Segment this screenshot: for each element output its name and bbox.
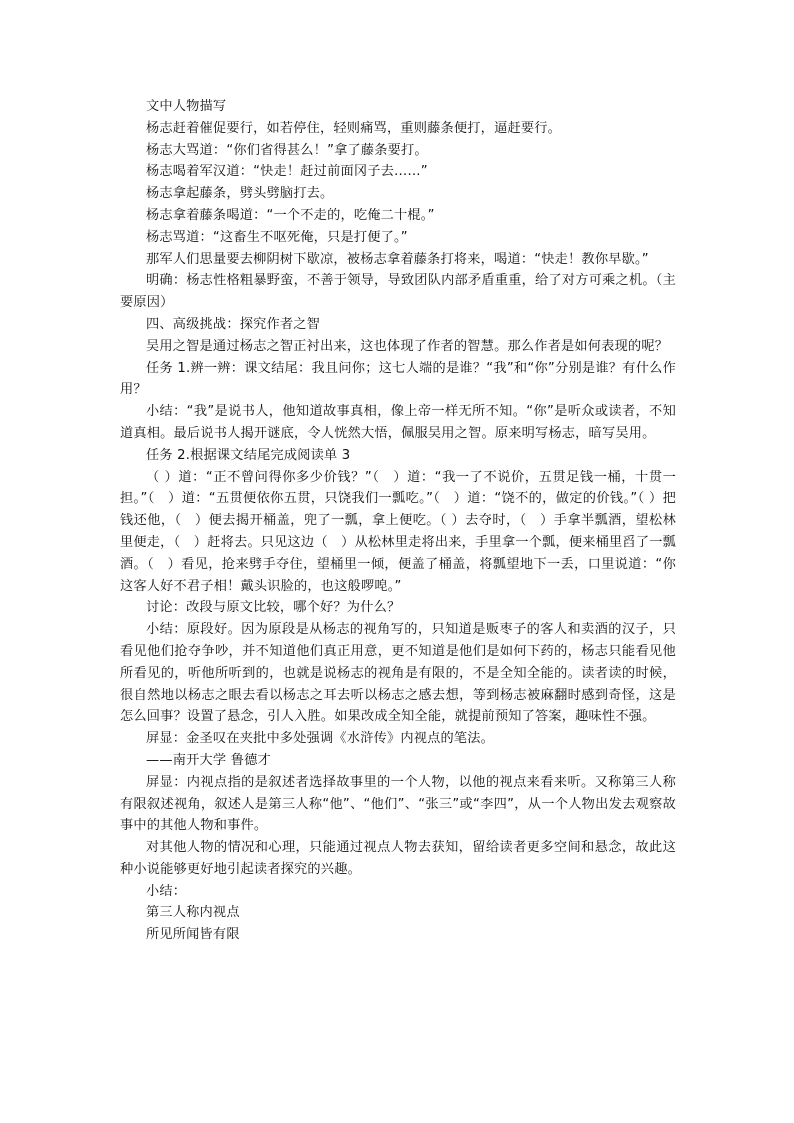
- screen-display-paragraph: 屏显：内视点指的是叙述者选择故事里的一个人物，以他的视点来看来听。又称第三人称有限叙述视角，叙述人是第三人称“他”、“他们”、“张三”或“李四”，从一个人物出发去观察故事中的其他人物和事件。: [120, 774, 676, 834]
- summary-item: 第三人称内视点: [146, 905, 240, 921]
- quote-line: 杨志赶着催促要行，如若停住，轻则痛骂，重则藤条便打，逼赶要行。: [146, 120, 562, 136]
- summary-item: 所见所闻皆有限: [146, 927, 240, 943]
- conclusion-paragraph: 明确：杨志性格粗暴野蛮，不善于领导，导致团队内部矛盾重重，给了对方可乘之机。（主要原因）: [120, 273, 676, 311]
- quote-line: 杨志大骂道：“你们省得甚么！”拿了藤条要打。: [146, 142, 428, 158]
- quote-line: 杨志骂道：“这畜生不呕死俺，只是打便了。”: [146, 229, 408, 245]
- quote-line: 杨志拿起藤条，劈头劈脑打去。: [146, 186, 334, 202]
- quote-line: 杨志喝着军汉道：“快走！赶过前面冈子去……”: [146, 164, 428, 180]
- body-paragraph: 对其他人物的情况和心理，只能通过视点人物去获知，留给读者更多空间和悬念，故此这种小说能够更好地引起读者探究的兴趣。: [120, 840, 676, 877]
- discussion-paragraph: 讨论：改段与原文比较，哪个好？为什么？: [146, 600, 401, 616]
- body-paragraph: 吴用之智是通过杨志之智正衬出来，这也体现了作者的智慧。那么作者是如何表现的呢？: [146, 338, 669, 354]
- quote-paragraph: 那军人们思量要去柳阴树下歇凉，被杨志拿着藤条打将来，喝道：“快走！教你早歇。”: [146, 251, 649, 267]
- task-2-heading: 任务 2.根据课文结尾完成阅读单 3: [146, 447, 351, 463]
- document-page: [120, 96, 676, 946]
- summary-paragraph: 小结：“我”是说书人，他知道故事真相，像上帝一样无所不知。“你”是听众或读者，不知道真相。最后说书人揭开谜底，令人恍然大悟，佩服吴用之智。原来明写杨志，暗写吴用。: [120, 404, 676, 441]
- section-heading-character-description: 文中人物描写: [146, 99, 227, 114]
- reading-sheet-paragraph: （ ）道：“正不曾问得你多少价钱？”（ ）道：“我一了不说价，五贯足钱一桶，十贯一担。”（ ）道：“五贯便依你五贯，只饶我们一瓢吃。”（ ）道：“饶不的，做定的价钱。”（ ）把钱还他，（ ）便去揭开桶盖，兜了一瓢，拿上便吃。（ ）去夺时，（ ）手拿半瓢酒，望松林里便走，（ ）赶将去。只见这边（ ）从松林里走将出来，手里拿一个瓢，便来桶里舀了一瓢酒。（ ）看见，抢来劈手夺住，望桶里一倾，便盖了桶盖，将瓢望地下一丢，口里说道：“你这客人好不君子相！戴头识脸的，也这般啰唣。”: [120, 469, 676, 594]
- attribution-line: ——南开大学 鲁德才: [146, 752, 271, 768]
- summary-label: 小结：: [146, 883, 187, 899]
- summary-paragraph: 小结：原段好。因为原段是从杨志的视角写的，只知道是贩枣子的客人和卖酒的汉子，只看见他们抢夺争吵，并不知道他们真正用意，更不知道是他们是如何下药的，杨志只能看见他所看见的，听他所听到的，也就是说杨志的视角是有限的，不是全知全能的。读者读的时候，很自然地以杨志之眼去看以杨志之耳去听以杨志之感去想，等到杨志被麻翻时感到奇怪，这是怎么回事？设置了悬念，引人入胜。如果改成全知全能，就提前预知了答案，趣味性不强。: [120, 622, 676, 725]
- section-heading-advanced-challenge: 四、高级挑战：探究作者之智: [146, 316, 321, 332]
- screen-display-paragraph: 屏显：金圣叹在夹批中多处强调《水浒传》内视点的笔法。: [146, 731, 495, 747]
- task-1-paragraph: 任务 1.辨一辨：课文结尾：我且问你；这七人端的是谁？“我”和“你”分别是谁？有什么作用？: [120, 360, 676, 398]
- quote-line: 杨志拿着藤条喝道：“一个不走的，吃俺二十棍。”: [146, 207, 435, 223]
